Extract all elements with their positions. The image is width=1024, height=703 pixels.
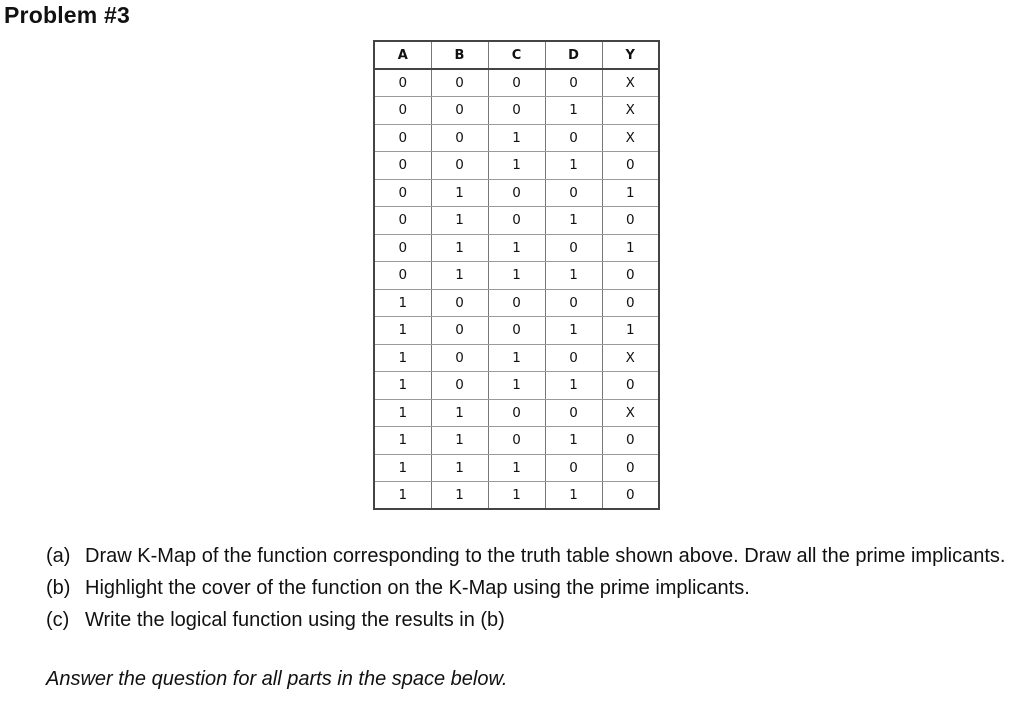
table-cell-a: 0	[374, 179, 431, 207]
table-cell-c: 1	[488, 454, 545, 482]
question-item	[46, 540, 1016, 572]
truth-table	[373, 40, 660, 510]
table-cell-d: 0	[545, 234, 602, 262]
table-cell-a: 0	[374, 69, 431, 97]
table-cell-c: 0	[488, 317, 545, 345]
table-cell-d: 0	[545, 454, 602, 482]
table-cell-d: 1	[545, 207, 602, 235]
table-cell-y: X	[602, 97, 659, 125]
table-row	[374, 427, 659, 455]
table-cell-a: 0	[374, 152, 431, 180]
table-cell-c: 1	[488, 372, 545, 400]
table-cell-d: 0	[545, 344, 602, 372]
table-cell-b: 1	[431, 399, 488, 427]
table-cell-y: 1	[602, 179, 659, 207]
truth-table-body	[374, 69, 659, 509]
table-row	[374, 234, 659, 262]
question-label: (a)	[46, 545, 71, 567]
table-cell-b: 1	[431, 179, 488, 207]
table-cell-b: 1	[431, 454, 488, 482]
table-row	[374, 207, 659, 235]
table-cell-d: 0	[545, 69, 602, 97]
table-cell-y: X	[602, 344, 659, 372]
table-cell-a: 1	[374, 427, 431, 455]
table-row	[374, 399, 659, 427]
table-cell-c: 1	[488, 344, 545, 372]
table-cell-d: 1	[545, 427, 602, 455]
table-cell-a: 1	[374, 454, 431, 482]
table-cell-c: 0	[488, 207, 545, 235]
table-cell-b: 0	[431, 124, 488, 152]
table-cell-b: 1	[431, 427, 488, 455]
table-cell-c: 1	[488, 482, 545, 510]
table-row	[374, 482, 659, 510]
answer-instruction: Answer the question for all parts in the space below.	[46, 668, 508, 690]
question-item	[46, 604, 1016, 636]
table-cell-d: 1	[545, 97, 602, 125]
table-cell-d: 1	[545, 262, 602, 290]
table-cell-d: 0	[545, 399, 602, 427]
table-cell-y: 0	[602, 454, 659, 482]
table-cell-b: 0	[431, 372, 488, 400]
table-cell-c: 1	[488, 124, 545, 152]
table-row	[374, 317, 659, 345]
column-header-y: Y	[602, 41, 659, 69]
table-cell-d: 1	[545, 482, 602, 510]
question-text: Highlight the cover of the function on the K-Map using the prime implicants.	[85, 577, 750, 599]
table-cell-a: 1	[374, 399, 431, 427]
table-cell-y: 1	[602, 234, 659, 262]
table-cell-b: 0	[431, 97, 488, 125]
table-cell-b: 0	[431, 344, 488, 372]
table-cell-a: 1	[374, 372, 431, 400]
table-cell-a: 0	[374, 262, 431, 290]
table-cell-b: 0	[431, 152, 488, 180]
table-cell-a: 0	[374, 124, 431, 152]
problem-title: Problem #3	[4, 2, 130, 28]
question-list	[46, 540, 1016, 636]
truth-table-header-row	[374, 41, 659, 69]
table-cell-d: 0	[545, 179, 602, 207]
table-cell-b: 1	[431, 482, 488, 510]
question-label: (c)	[46, 609, 70, 631]
table-row	[374, 372, 659, 400]
table-cell-d: 1	[545, 372, 602, 400]
table-cell-d: 0	[545, 124, 602, 152]
table-row	[374, 262, 659, 290]
question-text: Draw K-Map of the function corresponding to the truth table shown above. Draw all the prime implicants.	[85, 545, 1006, 567]
table-cell-a: 1	[374, 317, 431, 345]
table-cell-b: 0	[431, 317, 488, 345]
table-cell-c: 0	[488, 399, 545, 427]
table-cell-y: 0	[602, 289, 659, 317]
table-cell-y: X	[602, 124, 659, 152]
table-cell-c: 1	[488, 152, 545, 180]
table-cell-y: 0	[602, 262, 659, 290]
table-row	[374, 179, 659, 207]
table-cell-a: 1	[374, 289, 431, 317]
table-cell-y: 0	[602, 427, 659, 455]
table-cell-c: 0	[488, 289, 545, 317]
table-cell-y: 0	[602, 372, 659, 400]
table-cell-d: 1	[545, 152, 602, 180]
table-cell-a: 1	[374, 482, 431, 510]
table-cell-a: 0	[374, 234, 431, 262]
table-row	[374, 152, 659, 180]
column-header-b: B	[431, 41, 488, 69]
table-cell-y: 0	[602, 207, 659, 235]
column-header-a: A	[374, 41, 431, 69]
table-cell-y: 0	[602, 152, 659, 180]
table-cell-b: 1	[431, 234, 488, 262]
table-cell-b: 1	[431, 207, 488, 235]
table-cell-a: 0	[374, 207, 431, 235]
table-cell-a: 0	[374, 97, 431, 125]
table-cell-b: 0	[431, 69, 488, 97]
table-cell-b: 0	[431, 289, 488, 317]
table-row	[374, 69, 659, 97]
question-label: (b)	[46, 577, 71, 599]
question-item	[46, 572, 1016, 604]
table-row	[374, 97, 659, 125]
table-cell-y: X	[602, 399, 659, 427]
table-cell-c: 1	[488, 234, 545, 262]
table-row	[374, 289, 659, 317]
table-cell-c: 0	[488, 97, 545, 125]
table-cell-c: 0	[488, 427, 545, 455]
table-cell-d: 1	[545, 317, 602, 345]
table-row	[374, 344, 659, 372]
table-cell-y: 0	[602, 482, 659, 510]
table-cell-c: 1	[488, 262, 545, 290]
table-row	[374, 454, 659, 482]
table-cell-y: X	[602, 69, 659, 97]
column-header-c: C	[488, 41, 545, 69]
table-cell-a: 1	[374, 344, 431, 372]
question-text: Write the logical function using the results in (b)	[85, 609, 505, 631]
table-cell-b: 1	[431, 262, 488, 290]
table-cell-d: 0	[545, 289, 602, 317]
table-cell-c: 0	[488, 179, 545, 207]
table-row	[374, 124, 659, 152]
column-header-d: D	[545, 41, 602, 69]
table-cell-c: 0	[488, 69, 545, 97]
table-cell-y: 1	[602, 317, 659, 345]
